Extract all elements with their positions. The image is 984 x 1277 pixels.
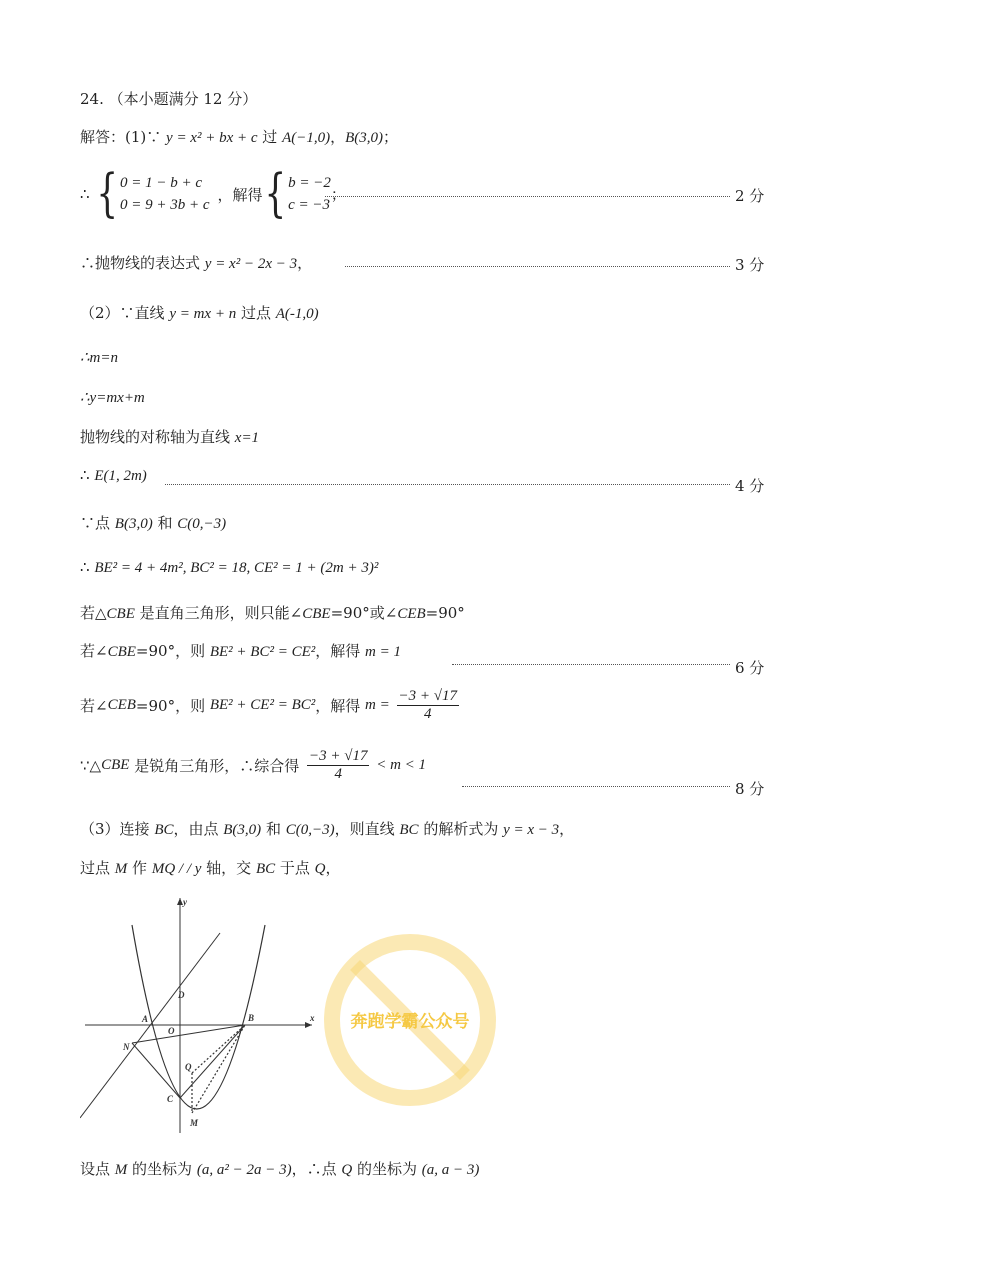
math: CBE <box>106 606 135 622</box>
text: 是锐角三角形，∴综合得 <box>129 757 304 775</box>
math: M <box>114 1162 128 1178</box>
text: ； <box>330 185 346 204</box>
math: 0 = 1 − b + c <box>119 175 202 191</box>
text: 于点 <box>275 859 315 877</box>
text: 过 <box>257 128 283 146</box>
part3-construction <box>80 857 341 878</box>
left-brace: { <box>264 164 287 224</box>
segment-mb <box>192 1025 245 1113</box>
label-q: Q <box>185 1062 192 1072</box>
text: ∴抛物线的表达式 <box>80 254 205 272</box>
math: Q <box>314 861 326 877</box>
text: 轴，交 <box>201 859 256 877</box>
point-e <box>80 466 147 485</box>
math: CBE <box>302 606 331 622</box>
text: ，解得 <box>315 697 366 715</box>
watermark-text: 奔跑学霸公众号 <box>350 1012 470 1032</box>
math: y = mx + n <box>169 306 237 322</box>
text: ∵△ <box>80 756 102 775</box>
math: BC <box>399 822 419 838</box>
symmetry-axis <box>80 426 259 447</box>
math: y = x² + bx + c <box>166 130 258 146</box>
math: BE² + BC² = CE² <box>209 644 316 660</box>
label-o: O <box>168 1026 175 1036</box>
text: ∵点 <box>80 514 115 532</box>
text: 设点 <box>80 1160 115 1178</box>
parabola-expression <box>80 252 312 273</box>
right-triangle-case <box>80 602 465 623</box>
parabola-curve <box>132 925 265 1109</box>
score-marker: 4 分 <box>735 477 765 495</box>
text: ， <box>330 128 346 146</box>
segment-nc <box>132 1043 180 1098</box>
math: x=1 <box>234 430 260 446</box>
text: 抛物线的对称轴为直线 <box>80 428 235 446</box>
text: （3）连接 <box>80 820 155 838</box>
dot-leader <box>345 266 730 267</box>
label-c: C <box>167 1094 174 1104</box>
math: b = −2 <box>288 175 331 191</box>
math: CBE <box>107 644 136 660</box>
text: ，解得 <box>315 642 366 660</box>
text: =90°，则 <box>135 697 210 715</box>
text: 若∠ <box>80 642 108 660</box>
text: 和 <box>152 514 178 532</box>
text: 若∠ <box>80 697 108 715</box>
acute-triangle-conclusion <box>80 748 426 783</box>
math: (a, a − 3) <box>421 1162 480 1178</box>
math: y = x − 3 <box>503 822 560 838</box>
math: (a, a² − 2a − 3) <box>196 1162 292 1178</box>
math: BE² + CE² = BC² <box>209 697 316 713</box>
text: 的坐标为 <box>352 1160 422 1178</box>
system-lines <box>120 172 210 216</box>
numerator: −3 + √17 <box>308 748 368 764</box>
text: ； <box>383 128 399 146</box>
squared-lengths <box>80 558 378 577</box>
math: MQ / / y <box>151 861 202 877</box>
math: c = −3 <box>288 197 331 213</box>
math: A(-1,0) <box>275 306 319 322</box>
text: =90°，则 <box>135 642 210 660</box>
case-cbe-90 <box>80 640 401 661</box>
denominator: 4 <box>334 766 342 782</box>
math: C(0,−3) <box>177 516 227 532</box>
math: m = <box>365 697 394 713</box>
text: 是直角三角形，则只能∠ <box>134 604 303 622</box>
dot-leader <box>325 196 730 197</box>
text: 过点 <box>80 859 115 877</box>
fraction <box>397 688 459 723</box>
text: ∴ <box>80 558 95 576</box>
dot-leader <box>452 664 730 665</box>
math: m = 1 <box>365 644 402 660</box>
math: BE² = 4 + 4m², BC² = 18, CE² = 1 + (2m + 3)² <box>94 560 379 576</box>
parabola-figure <box>80 893 320 1138</box>
dot-leader <box>165 484 730 485</box>
math: B(3,0) <box>345 130 384 146</box>
text: ，则直线 <box>334 820 400 838</box>
label-x: x <box>310 1013 315 1023</box>
denominator: 4 <box>424 706 432 722</box>
score-marker: 3 分 <box>735 256 765 274</box>
text: =90°或∠ <box>330 604 398 622</box>
dot-leader <box>462 786 730 787</box>
text: 和 <box>261 820 286 838</box>
text: ∴ <box>80 466 95 484</box>
text: 作 <box>127 859 152 877</box>
text: =90° <box>425 604 465 622</box>
math: BC <box>255 861 276 877</box>
text: ， <box>325 859 341 877</box>
math: E(1, 2m) <box>94 468 147 484</box>
text: 的解析式为 <box>418 820 504 838</box>
points-b-c <box>80 512 226 533</box>
text: ， <box>559 820 575 838</box>
math: y = x² − 2x − 3 <box>204 256 298 272</box>
label-a: A <box>142 1014 149 1024</box>
math: CEB <box>397 606 426 622</box>
text: ，由点 <box>173 820 224 838</box>
step-m-equals-n: ∴m=n <box>80 350 118 366</box>
point-coordinates <box>80 1158 479 1179</box>
text: 过点 <box>236 304 276 322</box>
problem-heading: 24. （本小题满分 12 分） <box>80 90 258 108</box>
math: B(3,0) <box>223 822 262 838</box>
score-marker: 2 分 <box>735 187 765 205</box>
case-ceb-90 <box>80 688 462 723</box>
left-brace: { <box>96 164 118 224</box>
text: ，∴点 <box>291 1160 342 1178</box>
part3-line-bc <box>80 818 574 839</box>
math: CEB <box>107 697 136 713</box>
text: 的坐标为 <box>127 1160 197 1178</box>
label-m: M <box>190 1118 199 1128</box>
label-b: B <box>248 1013 255 1023</box>
math: 0 = 9 + 3b + c <box>119 197 210 213</box>
math: CBE <box>101 757 130 773</box>
text: ∴ <box>80 185 95 203</box>
math: C(0,−3) <box>285 822 335 838</box>
fraction <box>307 748 369 783</box>
watermark-seal <box>315 925 505 1115</box>
text: 若△ <box>80 604 107 622</box>
text: 解答：(1)∵ <box>80 128 167 146</box>
label-n: N <box>123 1042 130 1052</box>
math: Q <box>341 1162 353 1178</box>
math: A(−1,0) <box>282 130 331 146</box>
math: B(3,0) <box>114 516 153 532</box>
solution-lines <box>288 172 331 216</box>
step-line-equation: ∴y=mx+m <box>80 390 145 406</box>
score-marker: 8 分 <box>735 780 765 798</box>
label-d: D <box>178 990 185 1000</box>
text: ， <box>297 254 313 272</box>
text: ，解得 <box>217 185 263 204</box>
math: M <box>114 861 128 877</box>
part2-premise <box>80 302 319 323</box>
math: < m < 1 <box>372 757 427 773</box>
numerator: −3 + √17 <box>398 688 457 704</box>
text: （2）∵直线 <box>80 304 170 322</box>
score-marker: 6 分 <box>735 659 765 677</box>
math: BC <box>154 822 174 838</box>
equation-system <box>80 164 346 224</box>
part1-premise <box>80 126 398 147</box>
label-y: y <box>183 897 187 907</box>
